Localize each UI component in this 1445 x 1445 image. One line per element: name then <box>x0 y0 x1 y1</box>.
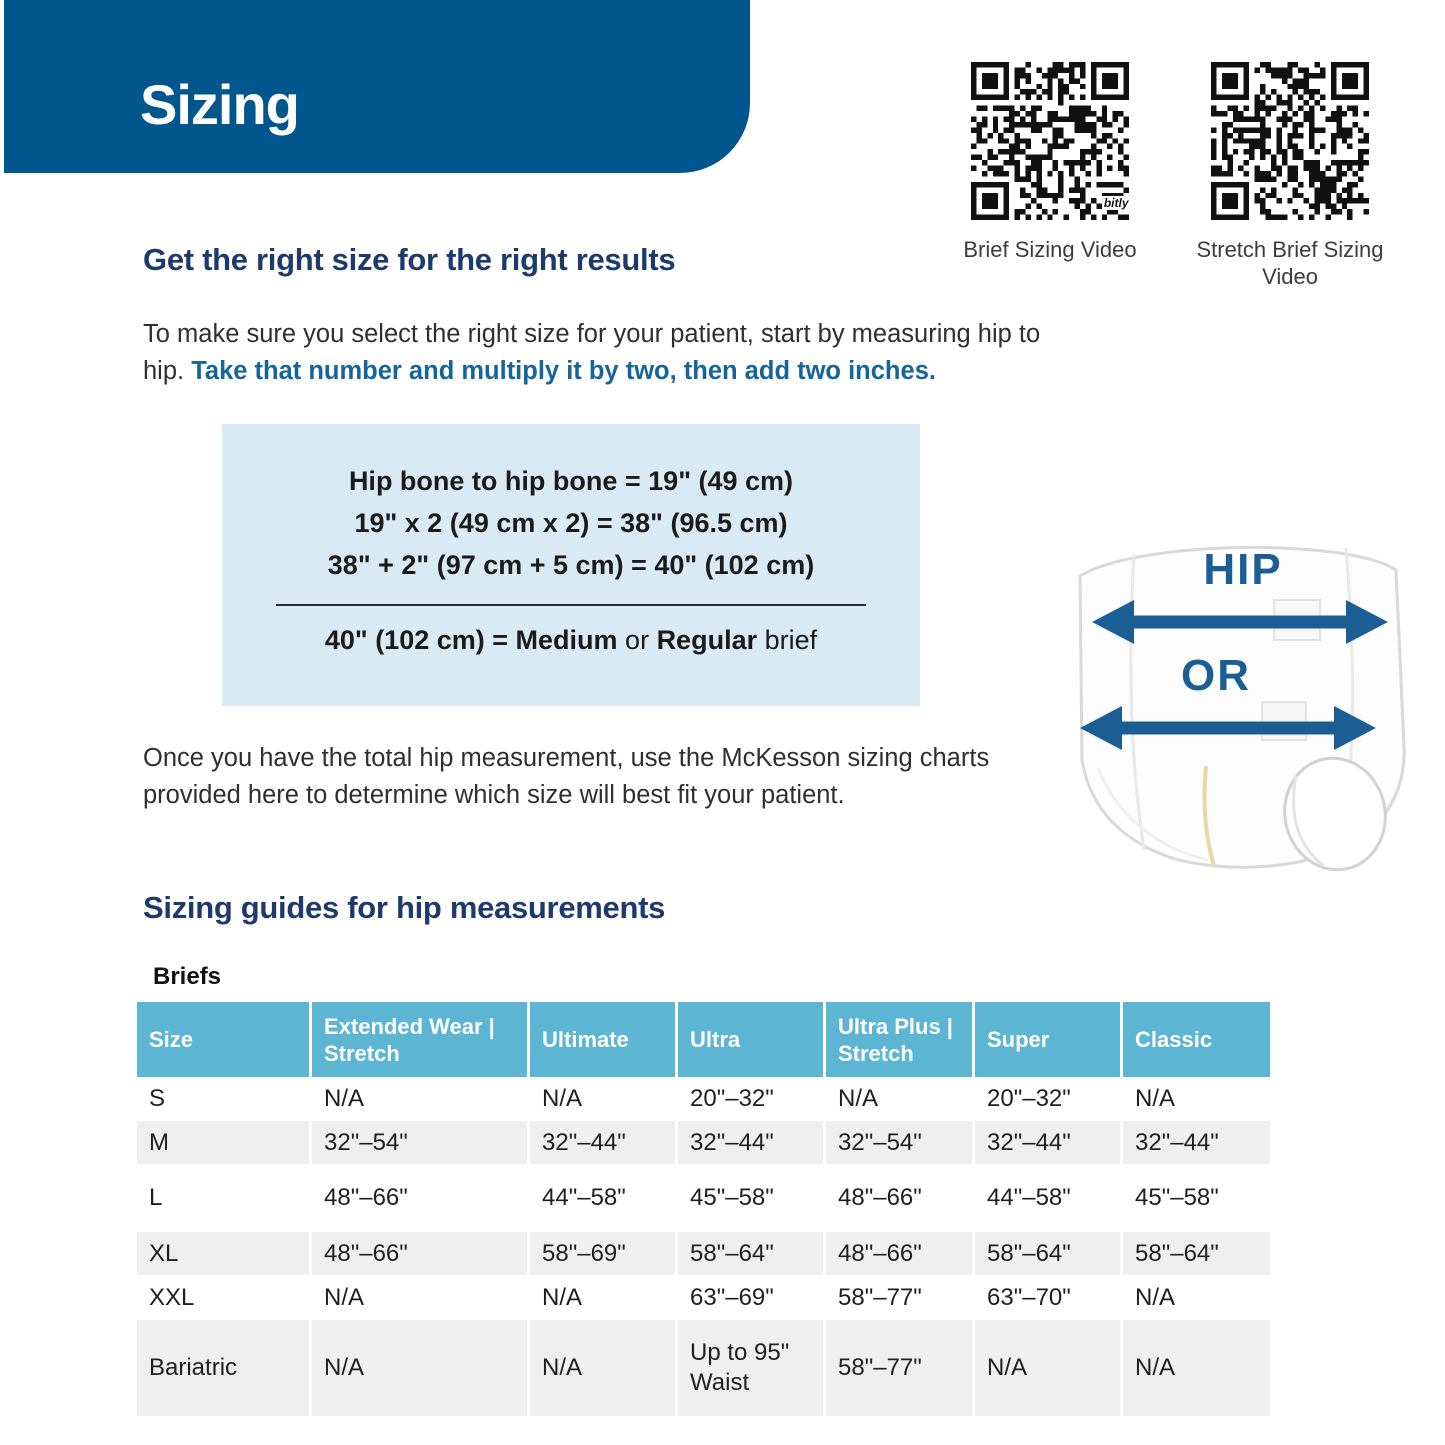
calc-result <box>222 620 920 660</box>
range-cell: 32"–44" <box>1123 1121 1270 1164</box>
intro-text-bold: Take that number and multiply it by two, then add two inches. <box>191 357 936 385</box>
range-cell: N/A <box>975 1320 1123 1416</box>
range-cell: 48"–66" <box>826 1232 975 1275</box>
calc-result-regular: Regular <box>656 625 758 655</box>
intro-text: To make sure you select the right size for your patient, start by measuring hip to hip. <box>143 320 1041 385</box>
table-row <box>137 1275 1270 1320</box>
range-cell: N/A <box>312 1320 530 1416</box>
range-cell: 32"–54" <box>312 1121 530 1164</box>
qr-stretch-brief-sizing <box>1196 62 1384 290</box>
table-row <box>137 1232 1270 1275</box>
range-cell: 45"–58" <box>678 1164 826 1232</box>
outro-paragraph: Once you have the total hip measurement, use the McKesson sizing charts provided here to determine which size will best fit your patient. <box>143 744 990 809</box>
range-cell: 58"–77" <box>826 1320 975 1416</box>
range-cell: 32"–44" <box>530 1121 678 1164</box>
range-cell: N/A <box>530 1320 678 1416</box>
range-cell: 48"–66" <box>826 1164 975 1232</box>
title-banner <box>4 0 750 173</box>
calculation-box <box>222 424 920 706</box>
range-cell: 58"–69" <box>530 1232 678 1275</box>
qr-caption: Stretch Brief Sizing Video <box>1196 237 1384 289</box>
range-cell: N/A <box>1135 1085 1176 1112</box>
range-cell: 45"–58" <box>1135 1184 1219 1211</box>
section-heading-right-size: Get the right size for the right results <box>143 242 676 277</box>
qr-code-icon[interactable] <box>1211 62 1369 220</box>
column-header: Ultimate <box>530 1002 678 1077</box>
range-cell: 32"–44" <box>975 1121 1123 1164</box>
calc-result-suffix: brief <box>757 625 818 655</box>
range-cell: 20"–32" <box>678 1077 826 1121</box>
range-cell: N/A <box>530 1077 678 1121</box>
range-cell: 58"–77" <box>826 1275 975 1320</box>
range-cell: 44"–58" <box>530 1164 678 1232</box>
range-cell: 58"–64" <box>975 1232 1123 1275</box>
briefs-sizing-table <box>137 1002 1270 1416</box>
table-row <box>137 1320 1270 1416</box>
section-heading-sizing-guides: Sizing guides for hip measurements <box>143 890 666 925</box>
table-row <box>137 1077 1270 1121</box>
calc-result-prefix: 40" (102 cm) = <box>324 625 516 655</box>
size-cell: M <box>137 1121 312 1164</box>
range-cell: Up to 95" Waist <box>678 1320 826 1416</box>
size-cell: XL <box>137 1232 312 1275</box>
table-header <box>137 1002 1270 1077</box>
range-cell: 32"–54" <box>826 1121 975 1164</box>
range-cell: 44"–58" <box>975 1164 1123 1232</box>
column-header: Super <box>975 1002 1123 1077</box>
table-subheading-briefs: Briefs <box>153 963 222 990</box>
size-cell: L <box>137 1164 312 1232</box>
qr-brief-sizing <box>962 62 1137 263</box>
size-cell: Bariatric <box>137 1320 312 1416</box>
calc-line-1: Hip bone to hip bone = 19" (49 cm) <box>348 466 794 496</box>
range-cell: 32"–44" <box>678 1121 826 1164</box>
calc-result-or: or <box>617 625 657 655</box>
column-header: Ultra <box>678 1002 826 1077</box>
qr-caption: Brief Sizing Video <box>963 237 1137 262</box>
brief-illustration <box>1038 518 1445 878</box>
size-cell: S <box>137 1077 312 1121</box>
hip-label: HIP <box>1203 545 1283 594</box>
range-cell: N/A <box>312 1275 530 1320</box>
range-cell: 48"–66" <box>312 1164 530 1232</box>
range-cell: 63"–70" <box>975 1275 1123 1320</box>
table-row <box>137 1164 1270 1232</box>
range-cell: 20"–32" <box>975 1077 1123 1121</box>
calc-line-3: 38" + 2" (97 cm + 5 cm) = 40" (102 cm) <box>327 550 815 580</box>
column-header: Ultra Plus | Stretch <box>826 1002 975 1077</box>
column-header: Classic <box>1123 1002 1270 1077</box>
range-cell: N/A <box>312 1077 530 1121</box>
column-header: Size <box>137 1002 312 1077</box>
range-cell: N/A <box>1135 1283 1176 1311</box>
or-label: OR <box>1181 651 1251 700</box>
range-cell: N/A <box>1123 1320 1270 1416</box>
intro-paragraph <box>143 316 1043 390</box>
calc-divider <box>276 604 866 606</box>
column-header: Extended Wear | Stretch <box>312 1002 530 1077</box>
range-cell: 63"–69" <box>678 1275 826 1320</box>
range-cell: 58"–64" <box>678 1232 826 1275</box>
range-cell: 58"–64" <box>1123 1232 1270 1275</box>
size-cell: XXL <box>137 1275 312 1320</box>
range-cell: N/A <box>826 1077 975 1121</box>
calc-result-medium: Medium <box>515 625 618 655</box>
calc-line-2: 19" x 2 (49 cm x 2) = 38" (96.5 cm) <box>354 508 788 538</box>
range-cell: N/A <box>530 1275 678 1320</box>
table-row <box>137 1121 1270 1164</box>
bitly-logo: bitly <box>1103 196 1129 210</box>
page-title: Sizing <box>140 73 299 136</box>
range-cell: 48"–66" <box>312 1232 530 1275</box>
brief-measurement-diagram <box>1038 518 1445 878</box>
